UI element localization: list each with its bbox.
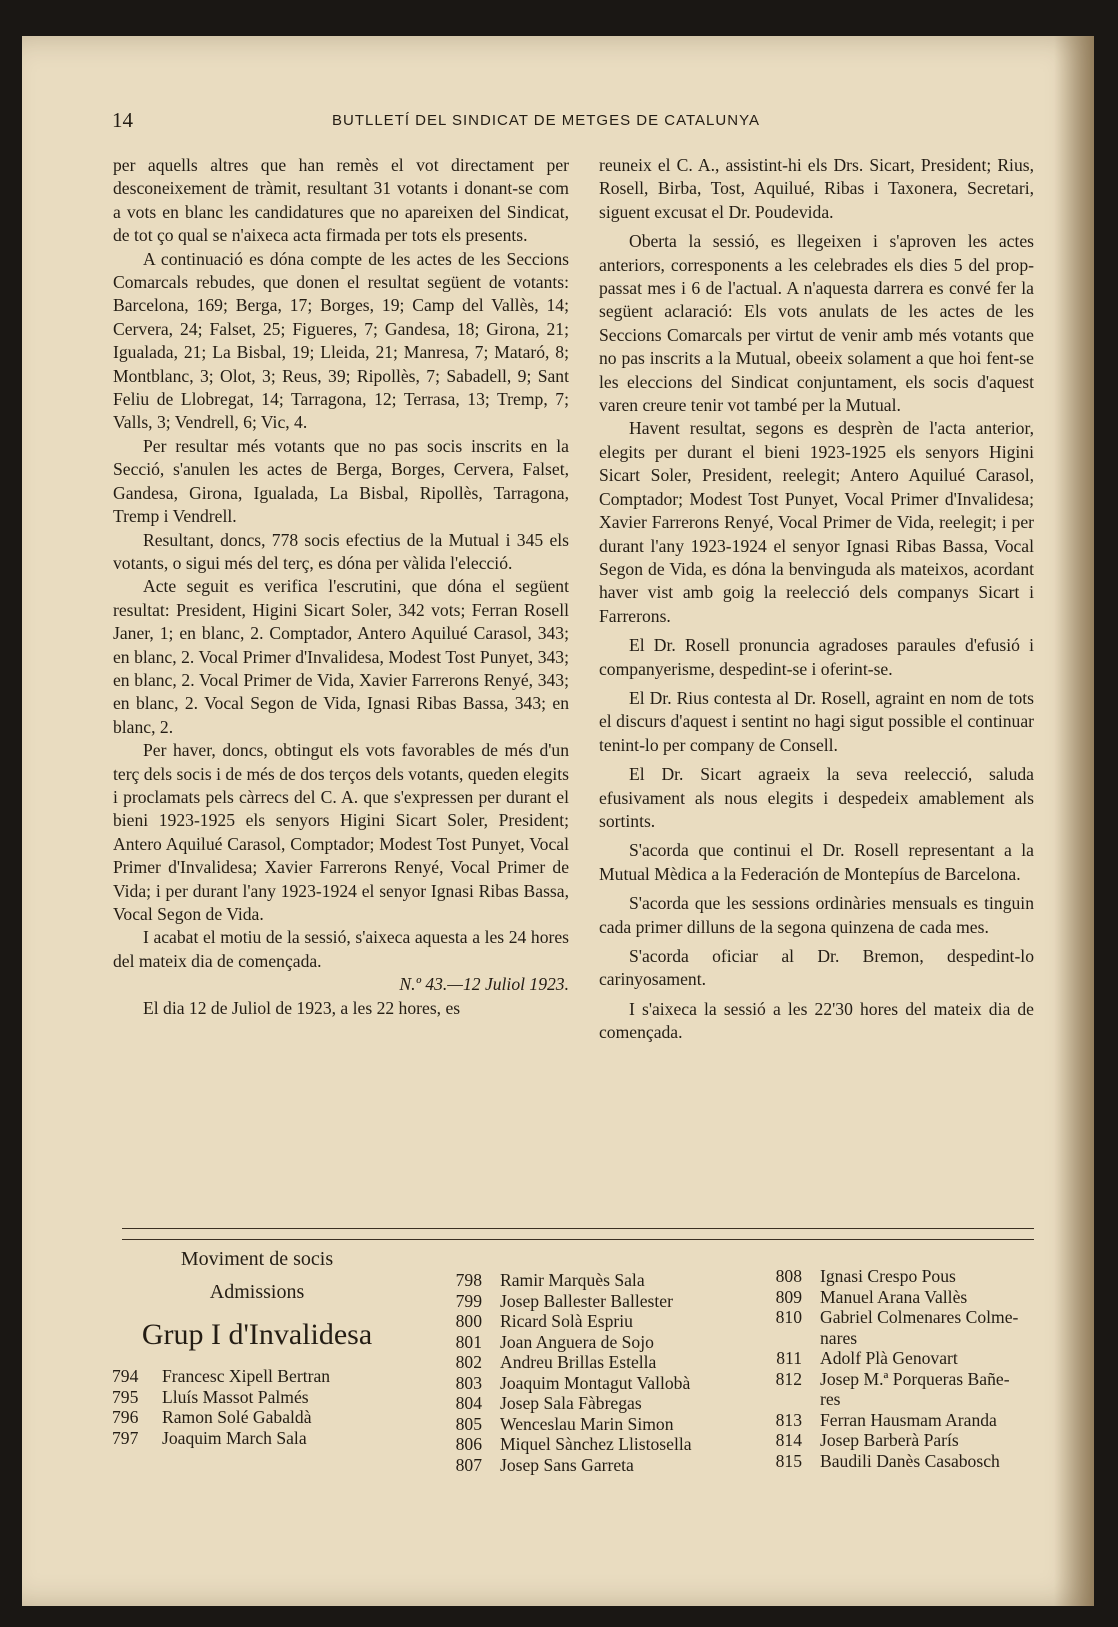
member-list-col3 bbox=[732, 1266, 1032, 1471]
paragraph: per aquells altres que han remès el vot directament per desconeixement de tràmit, resultant 31 votants i donant-se com a vots en blanc les candidatures que no apareixen del Sindicat, de tot ço qual se n'aixeca acta firmada per tots els presents. bbox=[113, 155, 569, 246]
member-name: Joaquim March Sala bbox=[162, 1427, 307, 1448]
member-name: Manuel Arana Vallès bbox=[820, 1286, 968, 1307]
paragraph: I acabat el motiu de la sessió, s'aixeca aquesta a les 24 hores del mateix dia de començada. bbox=[113, 927, 569, 971]
member-row-continuation bbox=[732, 1389, 1032, 1410]
paragraph: Acte seguit es verifica l'escrutini, que dóna el següent resultat: President, Higini Sicart Soler, 342 vots; Ferran Rosell Janer, 1; en blanc, 2. Comptador, Antero Aquilué Carasol, 343; en blanc, 2. Vocal Primer d'Invalidesa, Modest Tost Punyet, 343; en blanc, 2. Vocal Primer de Vida, Xavier Farrerons Renyé, 343; en blanc, 2. Vocal Segon de Vida, Ignasi Ribas Bassa, 343; en blanc, 2. bbox=[113, 576, 569, 737]
member-number: 811 bbox=[776, 1348, 802, 1368]
left-column bbox=[113, 154, 569, 1020]
members-title: Moviment de socis bbox=[180, 1248, 334, 1270]
page bbox=[22, 36, 1094, 1606]
member-number: 803 bbox=[455, 1372, 482, 1393]
member-name: Ramon Solé Gabaldà bbox=[162, 1407, 312, 1427]
running-head: BUTLLETÍ DEL SINDICAT DE METGES DE CATALUNYA bbox=[332, 112, 760, 129]
paragraph: Per resultar més votants que no pas socis inscrits en la Secció, s'anulen les actes de Berga, Borges, Cervera, Falset, Gandesa, Girona, Igualada, La Bisbal, Ripollès, Tarragona, Tremp i Vendrell. bbox=[113, 435, 569, 527]
page-header bbox=[112, 108, 1012, 138]
member-name: Wenceslau Marin Simon bbox=[500, 1413, 674, 1434]
member-row bbox=[732, 1307, 1032, 1328]
member-number: 797 bbox=[112, 1427, 139, 1448]
member-list-col2 bbox=[412, 1270, 742, 1475]
member-row bbox=[412, 1393, 742, 1414]
member-number: 810 bbox=[775, 1307, 802, 1327]
paragraph: S'acorda que continui el Dr. Rosell representant a la Mutual Mèdica a la Federación de Montepíus de Barcelona. bbox=[599, 840, 1034, 884]
session-reference: N.º 43.—12 Juliol 1923. bbox=[399, 974, 569, 995]
member-row bbox=[412, 1352, 742, 1373]
member-name: Ferran Hausmam Aranda bbox=[820, 1409, 997, 1430]
member-name: Adolf Plà Genovart bbox=[820, 1348, 958, 1368]
member-number: 800 bbox=[455, 1311, 482, 1331]
member-number: 795 bbox=[112, 1386, 139, 1407]
paragraph: Havent resultat, segons es desprèn de l'acta anterior, elegits per durant el bieni 1923-1925 els senyors Higini Sicart Soler, President, reelegit; Antero Aquilué Carasol, Comptador; Modest Tost Punyet, Vocal Primer d'Invalidesa; Xavier Farrerons Renyé, Vocal Primer de Vida, reelegit; i per durant l'any 1923-1924 el senyor Ignasi Ribas Bassa, Vocal Segon de Vida, es dóna la benvinguda als mateixos, acordant haver vist amb goig la reelecció dels companys Sicart i Farrerons. bbox=[599, 418, 1034, 626]
member-name: Josep M.ª Porqueras Bañe- bbox=[820, 1368, 1010, 1389]
member-name: Ramir Marquès Sala bbox=[500, 1270, 645, 1290]
members-heading-block bbox=[112, 1246, 402, 1448]
member-name: Joaquim Montagut Vallobà bbox=[500, 1372, 691, 1393]
member-number: 804 bbox=[455, 1393, 482, 1413]
member-row bbox=[732, 1348, 1032, 1369]
member-number: 808 bbox=[775, 1266, 802, 1286]
paragraph: S'acorda que les sessions ordinàries mensuals es tinguin cada primer dilluns de la segona quinzena de cada mes. bbox=[599, 893, 1034, 937]
member-name-continuation: res bbox=[820, 1389, 841, 1409]
members-subtitle: Admissions bbox=[209, 1281, 305, 1303]
members-section bbox=[112, 1246, 1042, 1546]
member-number: 807 bbox=[455, 1454, 482, 1475]
member-row bbox=[732, 1266, 1032, 1287]
right-column bbox=[599, 154, 1034, 1045]
member-row-continuation bbox=[732, 1328, 1032, 1349]
member-row bbox=[412, 1455, 742, 1476]
member-row bbox=[112, 1407, 402, 1428]
paragraph: El dia 12 de Juliol de 1923, a les 22 hores, es bbox=[143, 997, 461, 1018]
member-name: Ignasi Crespo Pous bbox=[820, 1266, 956, 1286]
member-name: Ricard Solà Espriu bbox=[500, 1311, 633, 1331]
page-number: 14 bbox=[112, 108, 133, 132]
paragraph: El Dr. Sicart agraeix la seva reelecció, saluda efusivament als nous elegits i despedeix amablement als sortints. bbox=[599, 764, 1034, 831]
member-name: Miquel Sànchez Llistosella bbox=[500, 1434, 692, 1454]
member-name: Josep Sala Fàbregas bbox=[500, 1393, 642, 1413]
member-number: 798 bbox=[455, 1270, 482, 1290]
member-name: Josep Ballester Ballester bbox=[500, 1290, 673, 1311]
member-name: Joan Anguera de Sojo bbox=[500, 1331, 654, 1352]
paragraph: Oberta la sessió, es llegeixen i s'aproven les actes anteriors, corresponents a les celebrades els dies 5 del prop-passat mes i 6 de l'actual. A n'aquesta darrera es convé fer la següent aclaració: Els vots anulats de les actes de les Seccions Comarcals per virtut de venir amb més votants que no pas inscrits a la Mutual, obeeix solament a que hoi fent-se les eleccions del Sindicat conjuntament, els socis d'aquest varen creure tenir vot també per la Mutual. bbox=[599, 231, 1034, 416]
member-row bbox=[412, 1270, 742, 1291]
member-number: 809 bbox=[775, 1286, 802, 1307]
member-number: 801 bbox=[455, 1331, 482, 1352]
member-row bbox=[732, 1369, 1032, 1390]
member-row bbox=[412, 1373, 742, 1394]
member-name: Baudili Danès Casabosch bbox=[820, 1450, 1000, 1471]
member-name: Andreu Brillas Estella bbox=[500, 1352, 657, 1372]
member-name: Francesc Xipell Bertran bbox=[162, 1366, 331, 1386]
member-number: 796 bbox=[112, 1407, 139, 1427]
member-row bbox=[732, 1410, 1032, 1431]
member-row bbox=[112, 1387, 402, 1408]
paragraph: I s'aixeca la sessió a les 22'30 hores del mateix dia de començada. bbox=[599, 998, 1034, 1043]
member-row bbox=[412, 1434, 742, 1455]
member-row bbox=[412, 1414, 742, 1435]
paragraph: El Dr. Rius contesta al Dr. Rosell, agraint en nom de tots el discurs d'aquest i sentint no hagi sigut possible el continuar tenint-lo per company de Consell. bbox=[599, 687, 1034, 755]
member-number: 794 bbox=[112, 1366, 139, 1386]
paragraph: S'acorda oficiar al Dr. Bremon, despedint-lo carinyosament. bbox=[599, 946, 1034, 990]
paragraph: A continuació es dóna compte de les actes de les Seccions Comarcals rebudes, que donen el resultat següent de votants: Barcelona, 169; Berga, 17; Borges, 19; Camp del Vallès, 14; Cervera, 24; Falset, 25; Figueres, 7; Gandesa, 18; Girona, 21; Igualada, 21; La Bisbal, 19; Lleida, 21; Manresa, 7; Mataró, 8; Montblanc, 3; Olot, 3; Reus, 39; Ripollès, 7; Sabadell, 9; Sant Feliu de Llobregat, 14; Tarragona, 12; Terrasa, 13; Tremp, 7; Valls, 3; Vendrell, 6; Vic, 4. bbox=[113, 248, 569, 433]
paragraph: Resultant, doncs, 778 socis efectius de la Mutual i 345 els votants, o sigui més del terç, es dóna per vàlida l'elecció. bbox=[113, 529, 569, 573]
member-name: Gabriel Colmenares Colme- bbox=[820, 1307, 1019, 1327]
member-number: 802 bbox=[455, 1352, 482, 1372]
paragraph: El Dr. Rosell pronuncia agradoses paraules d'efusió i companyerisme, despedint-se i oferint-se. bbox=[599, 635, 1034, 679]
members-group: Grup I d'Invalidesa bbox=[141, 1318, 373, 1351]
member-number: 815 bbox=[775, 1450, 802, 1471]
member-number: 799 bbox=[455, 1290, 482, 1311]
double-rule-divider bbox=[122, 1228, 1034, 1240]
member-row bbox=[412, 1332, 742, 1353]
member-number: 812 bbox=[775, 1368, 802, 1389]
member-number: 813 bbox=[775, 1409, 802, 1430]
member-row bbox=[112, 1366, 402, 1387]
member-number: 814 bbox=[775, 1430, 802, 1450]
member-name-continuation: nares bbox=[820, 1327, 858, 1348]
member-row bbox=[732, 1451, 1032, 1472]
member-list-col1 bbox=[112, 1366, 402, 1448]
member-name: Lluís Massot Palmés bbox=[162, 1386, 309, 1407]
member-row bbox=[412, 1311, 742, 1332]
paragraph: Per haver, doncs, obtingut els vots favorables de més d'un terç dels socis i de més de dos terços dels votants, queden elegits i proclamats pels càrrecs del C. A. que s'expressen per durant el bieni 1923-1925 els senyors Higini Sicart Soler, President; Antero Aquilué Carasol, Comptador; Modest Tost Punyet, Vocal Primer d'Invalidesa; Xavier Farrerons Renyé, Vocal Primer de Vida; i per durant l'any 1923-1924 el senyor Ignasi Ribas Bassa, Vocal Segon de Vida. bbox=[113, 740, 569, 924]
paragraph: reuneix el C. A., assistint-hi els Drs. Sicart, President; Rius, Rosell, Birba, Tost, Aquilué, Ribas i Taxonera, Secretari, siguent excusat el Dr. Poudevida. bbox=[599, 155, 1034, 222]
book-binding-shadow bbox=[1054, 36, 1094, 1606]
member-row bbox=[412, 1291, 742, 1312]
member-number: 805 bbox=[455, 1413, 482, 1434]
member-name: Josep Barberà París bbox=[820, 1430, 959, 1450]
member-row bbox=[112, 1428, 402, 1449]
member-name: Josep Sans Garreta bbox=[500, 1454, 634, 1475]
member-row bbox=[732, 1287, 1032, 1308]
member-number: 806 bbox=[455, 1434, 482, 1454]
member-row bbox=[732, 1430, 1032, 1451]
